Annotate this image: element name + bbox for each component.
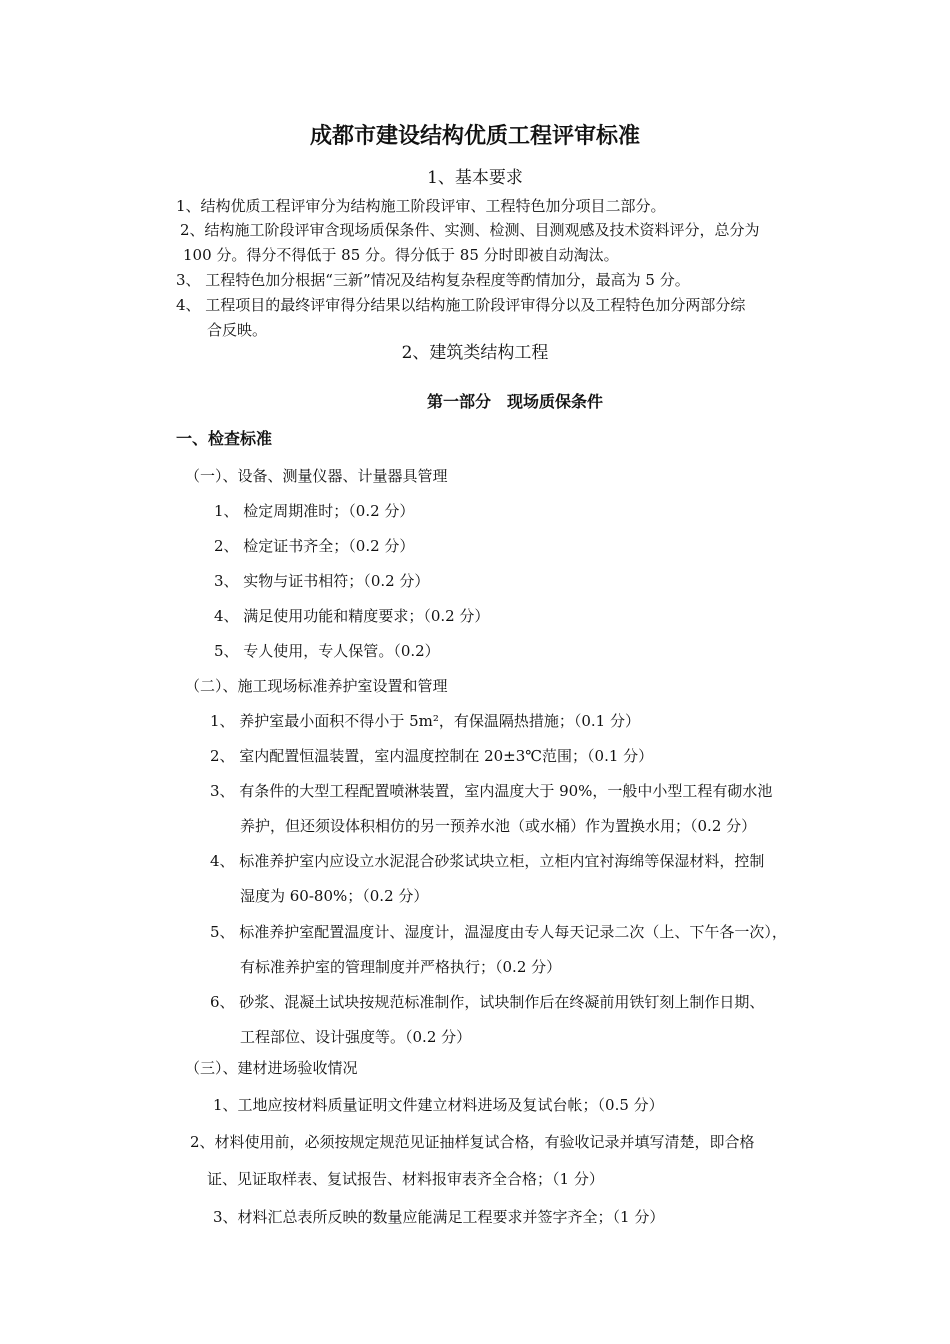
list-item: 4、 标准养护室内应设立水泥混合砂浆试块立柜，立柜内宜衬海绵等保湿材料，控制	[210, 852, 765, 870]
list-item-continuation: 证、见证取样表、复试报告、材料报审表齐全合格；（1 分）	[207, 1170, 604, 1188]
group-heading-materials: （三）、建材进场验收情况	[185, 1059, 358, 1077]
list-item: 1、 检定周期准时；（0.2 分）	[214, 502, 415, 520]
list-item: 1、工地应按材料质量证明文件建立材料进场及复试台帐；（0.5 分）	[213, 1096, 664, 1114]
paragraph-line: 100 分。得分不得低于 85 分。得分低于 85 分时即被自动淘汰。	[183, 246, 619, 264]
list-item-continuation: 工程部位、设计强度等。（0.2 分）	[240, 1028, 472, 1046]
list-item: 3、材料汇总表所反映的数量应能满足工程要求并签字齐全；（1 分）	[213, 1208, 665, 1226]
paragraph-line: 2、结构施工阶段评审含现场质保条件、实测、检测、目测观感及技术资料评分，总分为	[180, 221, 760, 239]
list-item-continuation: 有标准养护室的管理制度并严格执行；（0.2 分）	[240, 958, 562, 976]
group-heading-curing-room: （二）、施工现场标准养护室设置和管理	[185, 677, 448, 695]
list-item: 2、材料使用前，必须按规定规范见证抽样复试合格，有验收记录并填写清楚，即合格	[190, 1133, 755, 1151]
list-item: 5、 专人使用，专人保管。（0.2）	[214, 642, 440, 660]
part-heading-site-quality-conditions: 第一部分 现场质保条件	[426, 392, 603, 411]
list-item: 1、 养护室最小面积不得小于 5m²，有保温隔热措施；（0.1 分）	[210, 712, 640, 730]
list-item: 3、 有条件的大型工程配置喷淋装置，室内温度大于 90%，一般中小型工程有砌水池	[210, 782, 773, 800]
paragraph-line: 1、结构优质工程评审分为结构施工阶段评审、工程特色加分项目二部分。	[176, 197, 666, 215]
list-item-continuation: 湿度为 60-80%；（0.2 分）	[240, 887, 429, 905]
paragraph-line: 3、 工程特色加分根据“三新”情况及结构复杂程度等酌情加分，最高为 5 分。	[176, 271, 690, 289]
list-item: 2、 室内配置恒温装置，室内温度控制在 20±3℃范围；（0.1 分）	[210, 747, 654, 765]
section-heading-building-structure: 2、建筑类结构工程	[401, 343, 549, 363]
paragraph-line: 合反映。	[207, 321, 268, 339]
list-item: 6、 砂浆、混凝土试块按规范标准制作，试块制作后在终凝前用铁钉刻上制作日期、	[210, 993, 765, 1011]
document-title: 成都市建设结构优质工程评审标准	[309, 124, 640, 149]
list-item: 3、 实物与证书相符；（0.2 分）	[214, 572, 430, 590]
check-standards-heading: 一、检查标准	[176, 429, 273, 448]
group-heading-equipment: （一）、设备、测量仪器、计量器具管理	[185, 467, 448, 485]
list-item: 2、 检定证书齐全；（0.2 分）	[214, 537, 415, 555]
list-item-continuation: 养护，但还须设体积相仿的另一预养水池（或水桶）作为置换水用；（0.2 分）	[240, 817, 757, 835]
list-item: 4、 满足使用功能和精度要求；（0.2 分）	[214, 607, 490, 625]
section-heading-basic-requirements: 1、基本要求	[427, 168, 523, 188]
paragraph-line: 4、 工程项目的最终评审得分结果以结构施工阶段评审得分以及工程特色加分两部分综	[176, 296, 746, 314]
list-item: 5、 标准养护室配置温度计、湿度计，温湿度由专人每天记录二次（上、下午各一次），	[210, 923, 787, 941]
